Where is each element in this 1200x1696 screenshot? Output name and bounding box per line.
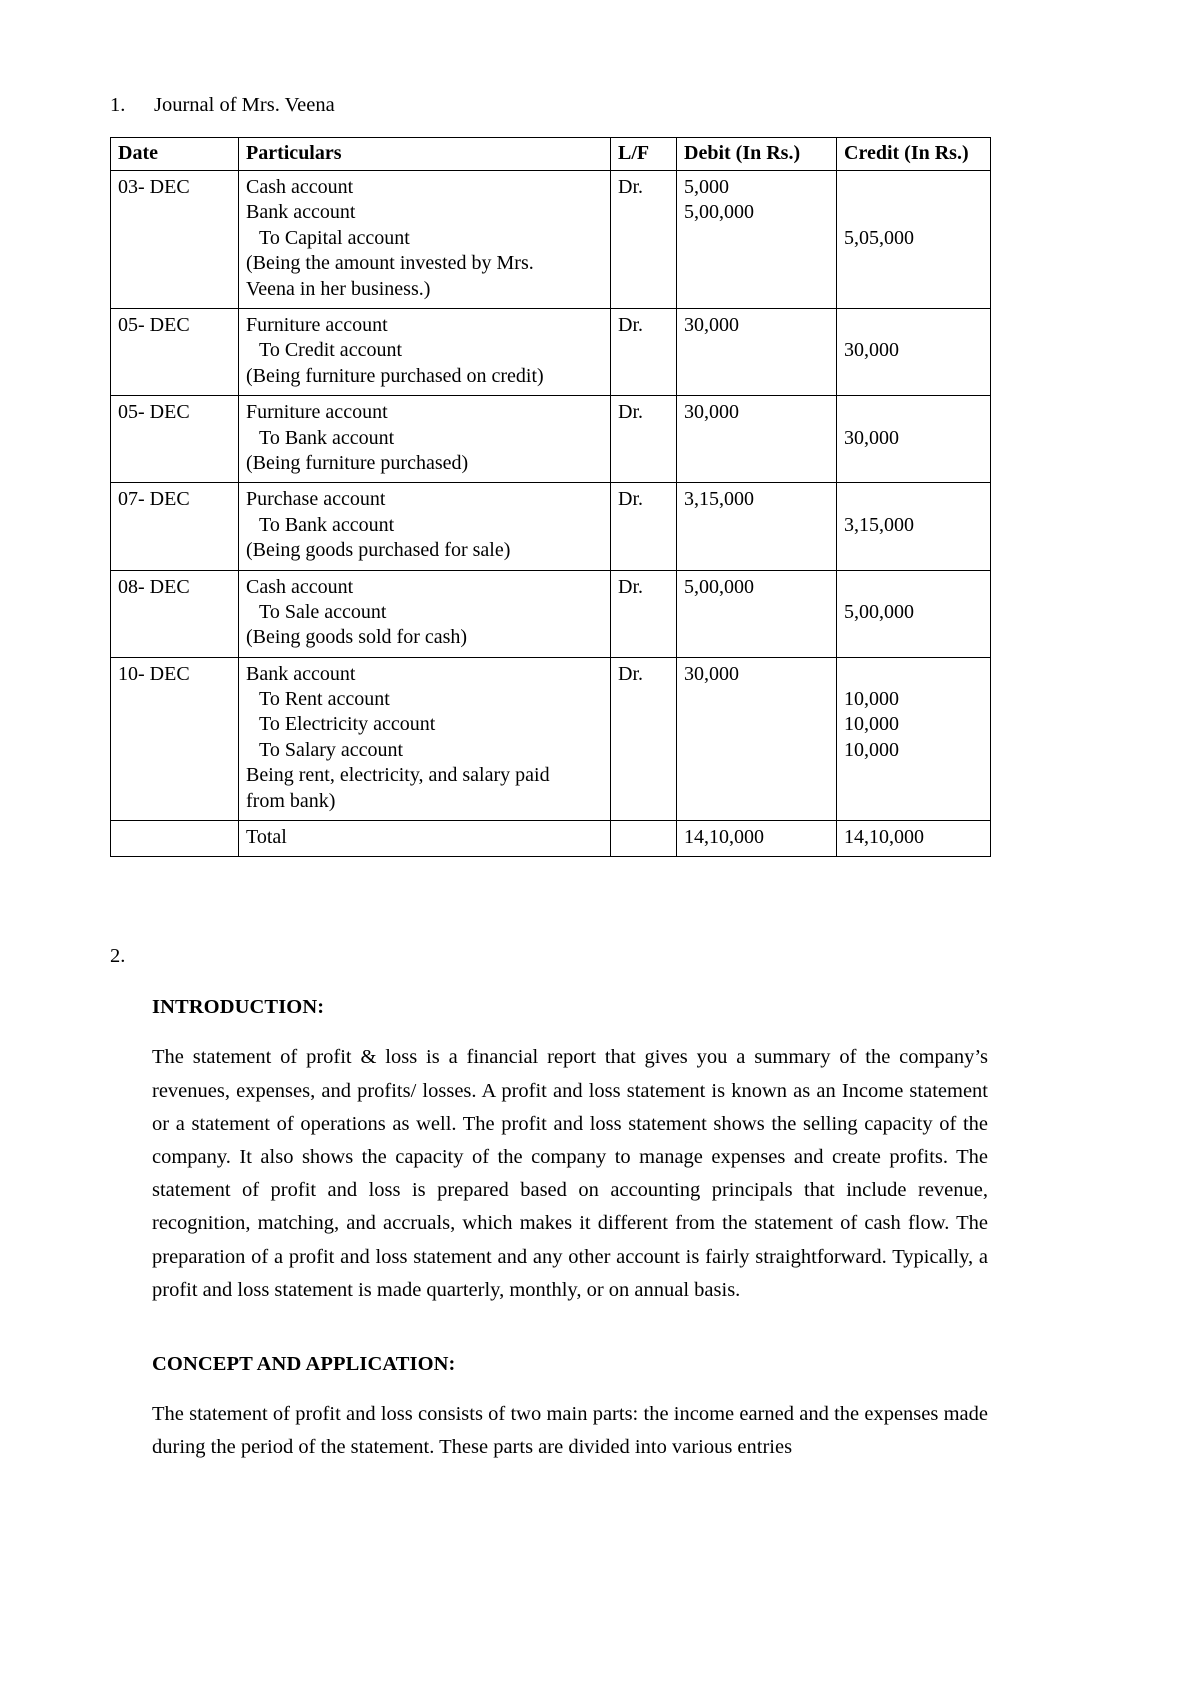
cell-date <box>111 821 239 857</box>
header-credit: Credit (In Rs.) <box>837 137 991 170</box>
cell-particulars <box>239 483 611 570</box>
cell-credit <box>837 657 991 820</box>
debit-amount: 30,000 <box>684 401 739 424</box>
cell-debit <box>677 483 837 570</box>
cell-lf: Dr. <box>611 171 677 309</box>
particular-line: (Being goods sold for cash) <box>246 626 468 649</box>
table-row <box>111 396 991 483</box>
cell-lf: Dr. <box>611 308 677 395</box>
cell-date: 07- DEC <box>111 483 239 570</box>
header-lf: L/F <box>611 137 677 170</box>
particular-line: To Credit account <box>259 339 402 362</box>
particular-line: Furniture account <box>246 313 388 336</box>
credit-spacer <box>844 200 984 225</box>
cell-date: 05- DEC <box>111 396 239 483</box>
cell-debit <box>677 171 837 309</box>
cell-date: 05- DEC <box>111 308 239 395</box>
particular-line: from bank) <box>246 789 336 812</box>
credit-spacer <box>844 575 984 600</box>
cell-particulars <box>239 308 611 395</box>
question-1-heading <box>110 92 1090 119</box>
credit-amount: 5,00,000 <box>844 600 914 623</box>
particular-line: To Capital account <box>259 226 410 249</box>
header-date: Date <box>111 137 239 170</box>
header-debit: Debit (In Rs.) <box>677 137 837 170</box>
particular-line: Bank account <box>246 201 356 224</box>
debit-amount: 5,00,000 <box>684 575 754 598</box>
particular-line: Veena in her business.) <box>246 277 431 300</box>
debit-amount: 30,000 <box>684 662 739 685</box>
cell-lf: Dr. <box>611 396 677 483</box>
table-row <box>111 308 991 395</box>
particular-line: To Sale account <box>259 600 387 623</box>
question-1-number: 1. <box>110 94 126 116</box>
cell-credit <box>837 308 991 395</box>
credit-amount: 30,000 <box>844 339 899 362</box>
credit-spacer <box>844 487 984 512</box>
particular-line: Cash account <box>246 575 354 598</box>
credit-spacer <box>844 400 984 425</box>
cell-credit <box>837 570 991 657</box>
cell-total-debit: 14,10,000 <box>677 821 837 857</box>
particular-line: (Being furniture purchased) <box>246 451 469 474</box>
credit-amount: 10,000 <box>844 688 899 711</box>
cell-particulars <box>239 396 611 483</box>
question-2-section <box>110 945 1090 1464</box>
cell-lf <box>611 821 677 857</box>
debit-amount: 3,15,000 <box>684 488 754 511</box>
table-row <box>111 483 991 570</box>
credit-spacer <box>844 662 984 687</box>
introduction-heading: INTRODUCTION: <box>152 996 325 1019</box>
debit-amount: 5,00,000 <box>684 201 754 224</box>
cell-particulars <box>239 171 611 309</box>
particular-line: To Electricity account <box>259 713 436 736</box>
table-total-row <box>111 821 991 857</box>
particular-line: To Bank account <box>259 513 395 536</box>
introduction-paragraph: The statement of profit & loss is a financial report that gives you a summary of the company’s revenues, expenses, and profits/ losses. A profit and loss statement is known as an Income statement or a statement of operations as well. The profit and loss statement shows the selling capacity of the company. It also shows the capacity of the company to manage expenses and create profits. The statement of profit and loss is prepared based on accounting principals that include revenue, recognition, matching, and accruals, which makes it different from the statement of cash flow. The preparation of a profit and loss statement and any other account is fairly straightforward. Typically, a profit and loss statement is made quarterly, monthly, or on annual basis. <box>152 1046 988 1301</box>
cell-credit <box>837 396 991 483</box>
credit-amount: 10,000 <box>844 713 899 736</box>
question-1-title: Journal of Mrs. Veena <box>154 94 335 116</box>
cell-debit <box>677 308 837 395</box>
credit-amount: 5,05,000 <box>844 226 914 249</box>
particular-line: (Being goods purchased for sale) <box>246 539 511 562</box>
concept-heading: CONCEPT AND APPLICATION: <box>152 1353 456 1376</box>
cell-date: 10- DEC <box>111 657 239 820</box>
cell-lf: Dr. <box>611 570 677 657</box>
header-particulars: Particulars <box>239 137 611 170</box>
particular-line: (Being furniture purchased on credit) <box>246 364 544 387</box>
cell-total-label: Total <box>239 821 611 857</box>
credit-spacer <box>844 175 984 200</box>
particular-line: To Bank account <box>259 426 395 449</box>
credit-amount: 10,000 <box>844 738 899 761</box>
credit-amount: 30,000 <box>844 426 899 449</box>
particular-line: Bank account <box>246 662 356 685</box>
section-spacer <box>152 1307 988 1353</box>
credit-amount: 3,15,000 <box>844 513 914 536</box>
question-2-number: 2. <box>110 945 126 968</box>
cell-date: 08- DEC <box>111 570 239 657</box>
particular-line: (Being the amount invested by Mrs. <box>246 252 534 275</box>
cell-particulars <box>239 657 611 820</box>
cell-credit <box>837 171 991 309</box>
cell-date: 03- DEC <box>111 171 239 309</box>
debit-amount: 30,000 <box>684 313 739 336</box>
cell-total-credit: 14,10,000 <box>837 821 991 857</box>
table-row <box>111 171 991 309</box>
concept-paragraph: The statement of profit and loss consists of two main parts: the income earned and the expenses made during the period of the statement. These parts are divided into various entries <box>152 1403 988 1459</box>
journal-table <box>110 137 991 858</box>
question-2-body <box>152 996 988 1464</box>
table-header-row <box>111 137 991 170</box>
particular-line: To Salary account <box>259 738 404 761</box>
cell-lf: Dr. <box>611 483 677 570</box>
particular-line: Purchase account <box>246 488 386 511</box>
particular-line: Being rent, electricity, and salary paid <box>246 764 550 787</box>
cell-lf: Dr. <box>611 657 677 820</box>
debit-amount: 5,000 <box>684 176 729 199</box>
particular-line: Cash account <box>246 176 354 199</box>
table-row <box>111 657 991 820</box>
particular-line: To Rent account <box>259 688 390 711</box>
cell-credit <box>837 483 991 570</box>
particular-line: Furniture account <box>246 401 388 424</box>
table-row <box>111 570 991 657</box>
cell-debit <box>677 657 837 820</box>
cell-debit <box>677 570 837 657</box>
cell-particulars <box>239 570 611 657</box>
credit-spacer <box>844 313 984 338</box>
cell-debit <box>677 396 837 483</box>
